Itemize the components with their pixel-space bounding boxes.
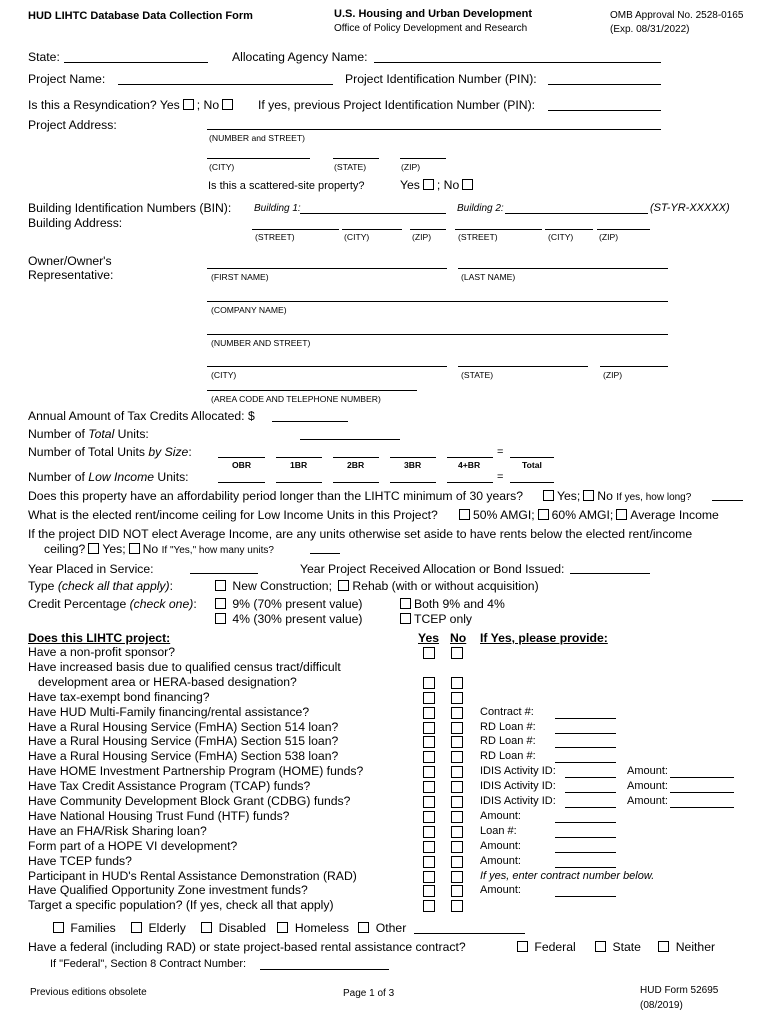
provide-label: IDIS Activity ID: [480,765,556,778]
row-4-yes-checkbox[interactable] [423,707,435,719]
previous-pin-label: If yes, previous Project Identification Number (PIN): [258,98,536,112]
building1-label: Building 1: [254,203,301,214]
rehab-checkbox[interactable] [338,580,349,591]
tax-credits-field[interactable] [272,421,348,422]
bin-label: Building Identification Numbers (BIN): [28,201,232,215]
tcep-only-option: TCEP only [397,612,472,626]
question-text: Have increased basis due to qualified census tract/difficult [28,659,341,674]
amount-label: Amount: [627,765,668,778]
zip-caption: (ZIP) [401,162,421,172]
provide-field[interactable] [565,777,616,778]
state-label: State: [28,50,60,64]
question-text: Have National Housing Trust Fund (HTF) funds? [28,808,290,823]
question-text: Target a specific population? (If yes, check all that apply) [28,898,334,913]
nine-pct-option: 9% (70% present value) [212,597,362,611]
project-address-label: Project Address: [28,118,117,132]
question-text: Have an FHA/Risk Sharing loan? [28,823,207,838]
row-10-no-checkbox[interactable] [451,796,463,808]
project-name-label: Project Name: [28,72,106,86]
ceiling-options: 50% AMGI; 60% AMGI; Average Income [456,508,719,522]
afford-yes-checkbox[interactable] [543,490,554,501]
number-street-caption: (NUMBER and STREET) [209,133,305,143]
how-many-units-field[interactable] [310,553,340,554]
year-placed-field[interactable] [190,573,258,574]
row-16-no-checkbox[interactable] [451,885,463,897]
project-street-field[interactable] [207,129,661,130]
total-units-field[interactable] [300,439,400,440]
nine-pct-checkbox[interactable] [215,598,226,609]
row-11-yes-checkbox[interactable] [423,811,435,823]
building1-bin-field[interactable] [300,213,446,214]
question-text: Have Community Development Block Grant (CDBG) funds? [28,794,351,808]
row-12-yes-checkbox[interactable] [423,826,435,838]
bin-format: (ST-YR-XXXXX) [650,202,730,214]
owner-zip-field[interactable] [600,366,668,367]
question-text: Participant in HUD's Rental Assistance Demonstration (RAD) [28,868,357,883]
row-10-yes-checkbox[interactable] [423,796,435,808]
equals-sign: = [497,446,504,458]
ceiling-question: What is the elected rent/income ceiling for Low Income Units in this Project? [28,508,438,522]
section8-field[interactable] [260,969,389,970]
row-0-no-checkbox[interactable] [451,647,463,659]
resyndication-no-checkbox[interactable] [222,99,233,110]
state-caption: (STATE) [334,162,367,172]
area-code-caption: (AREA CODE AND TELEPHONE NUMBER) [211,394,381,404]
federal-question: Have a federal (including RAD) or state project-based rental assistance contract? [28,940,466,954]
question-text: development area or HERA-based designation? [38,674,297,689]
pin-label: Project Identification Number (PIN): [345,72,537,86]
office-name: Office of Policy Development and Research [334,23,528,34]
b2-city-field[interactable] [545,229,593,230]
2br-field[interactable] [333,457,379,458]
b2-zip-caption: (ZIP) [599,232,619,242]
owner-label: Owner/Owner's [28,254,112,268]
footer-form-date: (08/2019) [640,1000,683,1011]
elderly-checkbox[interactable] [131,922,142,933]
resyndication-question: Is this a Resyndication? Yes ; No [28,98,236,112]
row-5-no-checkbox[interactable] [451,722,463,734]
li-2br-field[interactable] [333,482,379,483]
row-15-no-checkbox[interactable] [451,871,463,883]
owner-last-name-field[interactable] [458,268,668,269]
amgi50-checkbox[interactable] [459,509,470,520]
provide-field[interactable] [555,896,616,897]
li-4br-field[interactable] [447,482,493,483]
row-4-no-checkbox[interactable] [451,707,463,719]
row-16-yes-checkbox[interactable] [423,885,435,897]
table-heading: Does this LIHTC project: [28,631,171,645]
question-text: Form part of a HOPE VI development? [28,838,238,853]
row-13-yes-checkbox[interactable] [423,841,435,853]
question-text: Have HOME Investment Partnership Program (HOME) funds? [28,764,364,779]
provide-label: Amount: [480,839,521,852]
3br-caption: 3BR [404,460,422,470]
provide-field[interactable] [555,837,616,838]
agency-name: U.S. Housing and Urban Development [334,8,533,20]
provide-label: Amount: [480,854,521,867]
tax-credits-label: Annual Amount of Tax Credits Allocated: $ [28,409,255,423]
amount-field[interactable] [670,777,734,778]
4br-caption: 4+BR [458,460,481,470]
state-field[interactable] [64,62,208,63]
row-3-no-checkbox[interactable] [451,692,463,704]
b2-city-caption: (CITY) [548,232,574,242]
row-8-yes-checkbox[interactable] [423,766,435,778]
provide-field[interactable] [555,747,616,748]
provide-label: IDIS Activity ID: [480,780,556,793]
total-units-label: Number of Total Units: [28,427,149,441]
footer-page: Page 1 of 3 [343,988,395,999]
question-text: Have Qualified Opportunity Zone investment funds? [28,883,308,898]
owner-state-field[interactable] [458,366,588,367]
question-text: Have Tax Credit Assistance Program (TCAP) funds? [28,779,311,794]
not-elect-yes-checkbox[interactable] [88,543,99,554]
if-yes-header: If Yes, please provide: [480,631,608,645]
row-6-yes-checkbox[interactable] [423,736,435,748]
b2-street-field[interactable] [455,229,542,230]
3br-field[interactable] [390,457,436,458]
question-text: Have a Rural Housing Service (FmHA) Section 538 loan? [28,749,339,764]
total-size-field[interactable] [510,457,554,458]
1br-field[interactable] [276,457,322,458]
b1-zip-field[interactable] [410,229,446,230]
provide-field[interactable] [555,822,616,823]
row-17-yes-checkbox[interactable] [423,900,435,912]
owner-street-field[interactable] [207,334,668,335]
neither-checkbox[interactable] [658,941,669,952]
both-option: Both 9% and 4% [397,597,505,611]
expiration-date: (Exp. 08/31/2022) [610,24,690,35]
year-received-field[interactable] [570,573,650,574]
owner-city-field[interactable] [207,366,447,367]
provide-label: Amount: [480,884,521,897]
last-name-caption: (LAST NAME) [461,272,516,282]
low-income-units-label: Number of Low Income Units: [28,470,189,484]
owner-phone-field[interactable] [207,390,417,391]
owner-company-field[interactable] [207,301,668,302]
project-state-field[interactable] [333,158,379,159]
form-title: HUD LIHTC Database Data Collection Form [28,10,253,22]
row-11-no-checkbox[interactable] [451,811,463,823]
provide-label: If yes, enter contract number below. [480,869,655,882]
row-9-no-checkbox[interactable] [451,781,463,793]
li-total-field[interactable] [510,482,554,483]
number-and-street-caption: (NUMBER AND STREET) [211,338,311,348]
footer-obsolete: Previous editions obsolete [30,987,147,998]
year-placed-label: Year Placed in Service: [28,562,154,576]
provide-label: RD Loan #: [480,750,536,763]
question-text: Have tax-exempt bond financing? [28,689,210,704]
scattered-site-question: Is this a scattered-site property? [208,180,365,192]
project-city-field[interactable] [207,158,310,159]
li-3br-field[interactable] [390,482,436,483]
provide-field[interactable] [555,867,616,868]
provide-field[interactable] [555,733,616,734]
yes-column-header: Yes [418,631,440,645]
disabled-checkbox[interactable] [201,922,212,933]
row-2-yes-checkbox[interactable] [423,677,435,689]
previous-pin-field[interactable] [548,110,661,111]
year-received-label: Year Project Received Allocation or Bond Issued: [300,562,565,576]
other-checkbox[interactable] [358,922,369,933]
1br-caption: 1BR [290,460,308,470]
row-7-yes-checkbox[interactable] [423,751,435,763]
building2-label: Building 2: [457,203,504,214]
not-elect-question-line1: If the project DID NOT elect Average Income, are any units otherwise set aside to have rents below the elected rent/income [28,527,693,541]
state-checkbox[interactable] [595,941,606,952]
not-elect-question-line2: ceiling? Yes; No If "Yes," how many units? [44,542,274,556]
2br-caption: 2BR [347,460,365,470]
b1-city-field[interactable] [342,229,402,230]
row-14-no-checkbox[interactable] [451,856,463,868]
li-1br-field[interactable] [276,482,322,483]
row-7-no-checkbox[interactable] [451,751,463,763]
owner-state-caption: (STATE) [461,370,494,380]
b1-street-caption: (STREET) [255,232,295,242]
amount-field[interactable] [670,792,734,793]
obr-caption: OBR [232,460,252,470]
type-options: New Construction; Rehab (with or without acquisition) [212,579,539,593]
footer-form-number: HUD Form 52695 [640,985,719,996]
four-pct-checkbox[interactable] [215,613,226,624]
amount-field[interactable] [670,807,734,808]
row-0-yes-checkbox[interactable] [423,647,435,659]
first-name-caption: (FIRST NAME) [211,272,269,282]
allocating-agency-field[interactable] [374,62,661,63]
b2-street-caption: (STREET) [458,232,498,242]
building-address-label: Building Address: [28,216,123,230]
company-name-caption: (COMPANY NAME) [211,305,287,315]
no-column-header: No [450,631,467,645]
total-caption: Total [522,460,542,470]
affordability-question: Does this property have an affordability period longer than the LIHTC minimum of 30 years? [28,489,523,503]
li-equals-sign: = [497,471,504,483]
affordability-options: Yes; No If yes, how long? [540,489,691,503]
resyndication-yes-checkbox[interactable] [183,99,194,110]
scattered-no-checkbox[interactable] [462,179,473,190]
question-text: Have HUD Multi-Family financing/rental assistance? [28,704,310,719]
b2-zip-field[interactable] [597,229,650,230]
federal-options: Federal State Neither [514,940,715,954]
row-6-no-checkbox[interactable] [451,736,463,748]
section8-label: If "Federal", Section 8 Contract Number: [50,958,247,970]
row-8-no-checkbox[interactable] [451,766,463,778]
b1-city-caption: (CITY) [344,232,370,242]
homeless-checkbox[interactable] [277,922,288,933]
units-by-size-label: Number of Total Units by Size: [28,445,192,459]
row-12-no-checkbox[interactable] [451,826,463,838]
pin-field[interactable] [548,84,661,85]
amount-label: Amount: [627,780,668,793]
li-obr-field[interactable] [218,482,265,483]
obr-field[interactable] [218,457,265,458]
city-caption: (CITY) [209,162,235,172]
building2-bin-field[interactable] [505,213,648,214]
tcep-only-checkbox[interactable] [400,613,411,624]
question-text: Have TCEP funds? [28,853,132,868]
amount-label: Amount: [627,795,668,807]
row-17-no-checkbox[interactable] [451,900,463,912]
representative-label: Representative: [28,268,114,282]
provide-field[interactable] [555,718,616,719]
provide-field[interactable] [565,807,616,808]
owner-zip-caption: (ZIP) [603,370,623,380]
row-5-yes-checkbox[interactable] [423,722,435,734]
provide-field[interactable] [555,762,616,763]
scattered-yes-checkbox[interactable] [423,179,434,190]
provide-label: Loan #: [480,824,517,837]
not-elect-no-checkbox[interactable] [129,543,140,554]
question-text: Have a Rural Housing Service (FmHA) Section 514 loan? [28,719,339,734]
amgi60-checkbox[interactable] [538,509,549,520]
provide-label: RD Loan #: [480,720,536,733]
question-text: Have a Rural Housing Service (FmHA) Section 515 loan? [28,734,339,749]
row-2-no-checkbox[interactable] [451,677,463,689]
project-name-field[interactable] [118,84,333,85]
b1-street-field[interactable] [252,229,339,230]
owner-first-name-field[interactable] [207,268,447,269]
new-construction-checkbox[interactable] [215,580,226,591]
row-15-yes-checkbox[interactable] [423,871,435,883]
4br-field[interactable] [447,457,493,458]
scattered-site-options: Yes ; No [400,178,476,192]
provide-label: IDIS Activity ID: [480,795,556,807]
provide-field[interactable] [555,852,616,853]
row-3-yes-checkbox[interactable] [423,692,435,704]
avg-income-checkbox[interactable] [616,509,627,520]
owner-city-caption: (CITY) [211,370,237,380]
row-9-yes-checkbox[interactable] [423,781,435,793]
row-14-yes-checkbox[interactable] [423,856,435,868]
row-13-no-checkbox[interactable] [451,841,463,853]
how-long-field[interactable] [712,500,743,501]
provide-label: Contract #: [480,705,534,718]
both-checkbox[interactable] [400,598,411,609]
provide-field[interactable] [565,792,616,793]
four-pct-option: 4% (30% present value) [212,612,362,626]
population-options: Families Elderly Disabled Homeless Other [50,921,406,935]
question-text: Have a non-profit sponsor? [28,645,176,659]
type-label: Type (check all that apply): [28,579,173,593]
allocating-agency-label: Allocating Agency Name: [232,50,368,64]
other-population-field[interactable] [414,933,525,934]
b1-zip-caption: (ZIP) [412,232,432,242]
afford-no-checkbox[interactable] [583,490,594,501]
project-zip-field[interactable] [400,158,446,159]
federal-checkbox[interactable] [517,941,528,952]
credit-percentage-label: Credit Percentage (check one): [28,597,197,611]
families-checkbox[interactable] [53,922,64,933]
omb-approval: OMB Approval No. 2528-0165 [610,10,744,21]
provide-label: RD Loan #: [480,735,536,748]
provide-label: Amount: [480,809,521,822]
